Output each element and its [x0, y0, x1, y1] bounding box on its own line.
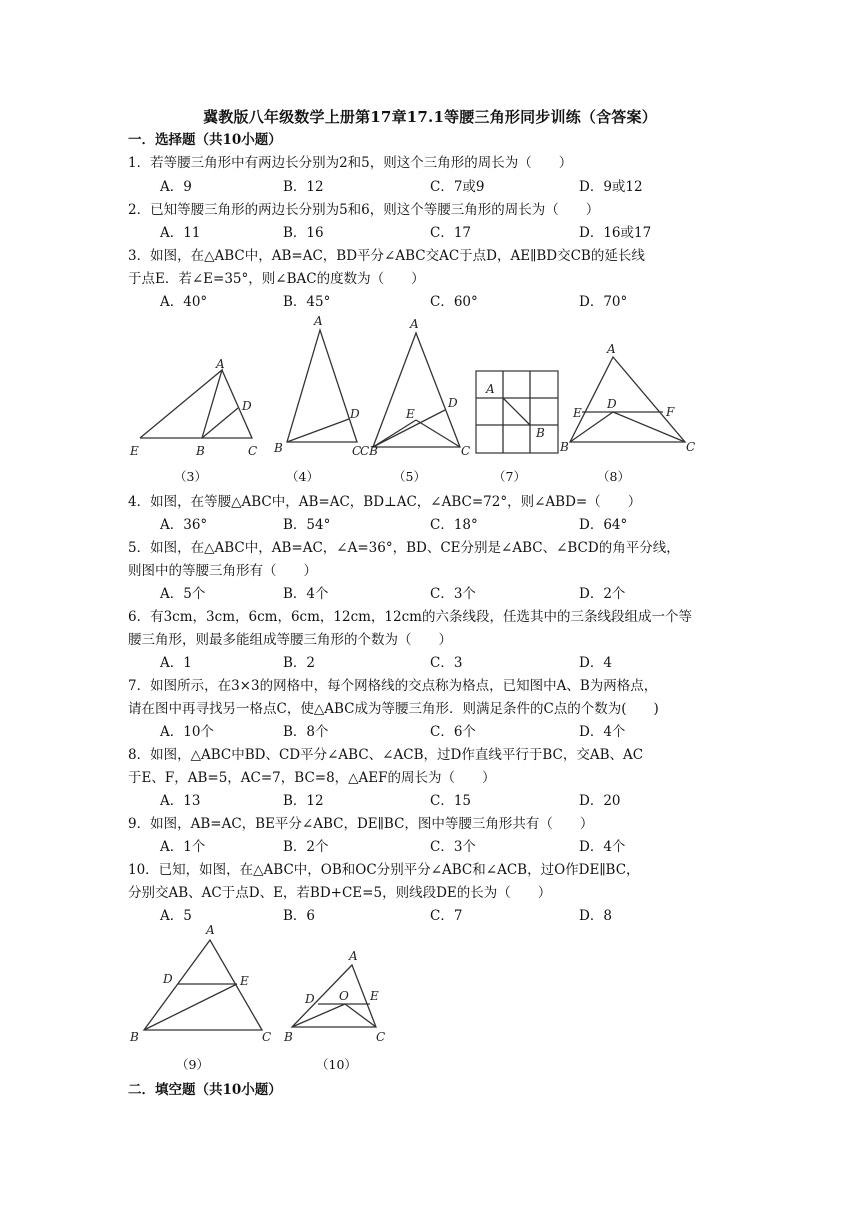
question-7-text: 7．如图所示，在3×3的网格中，每个网格线的交点称为格点，已知图中A、B为两格点，	[128, 678, 658, 694]
question-8-text-cont: 于E、F，AB=5，AC=7，BC=8，△AEF的周长为（ ）	[128, 770, 496, 786]
svg-text:E: E	[130, 444, 139, 458]
option-b[interactable]: B．54°	[283, 517, 331, 533]
option-a[interactable]: A．40°	[160, 294, 208, 310]
option-a[interactable]: A．5个	[160, 586, 206, 602]
question-6-text: 6．有3cm，3cm，6cm，6cm，12cm，12cm的六条线段，任选其中的三条线段组成一个等	[128, 609, 692, 625]
option-c[interactable]: C．6个	[430, 724, 476, 740]
figure-3-caption: （3）	[174, 469, 207, 484]
question-6-text-cont: 腰三角形，则最多能组成等腰三角形的个数为（ ）	[128, 632, 452, 648]
section-heading-fill: 二．填空题（共10小题）	[128, 1082, 282, 1098]
svg-text:CB: CB	[360, 444, 378, 458]
question-10-options	[160, 904, 720, 922]
option-c[interactable]: C．3	[430, 655, 463, 671]
option-b[interactable]: B．45°	[283, 294, 331, 310]
svg-text:B: B	[284, 1030, 293, 1044]
question-3-text-cont: 于点E．若∠E=35°，则∠BAC的度数为（ ）	[128, 271, 425, 287]
option-d[interactable]: D．20	[579, 793, 621, 809]
svg-text:B: B	[196, 444, 205, 458]
question-1-text: 1．若等腰三角形中有两边长分别为2和5，则这个三角形的周长为（ ）	[128, 155, 573, 171]
option-c[interactable]: C．3个	[430, 839, 476, 855]
svg-text:D: D	[242, 399, 252, 413]
figure-5-caption: （5）	[393, 469, 426, 484]
svg-text:O: O	[339, 989, 349, 1003]
option-d[interactable]: D．2个	[579, 586, 626, 602]
svg-text:D: D	[607, 397, 617, 411]
option-c[interactable]: C．15	[430, 793, 472, 809]
figure-9-caption: （9）	[176, 1057, 209, 1072]
question-3-text: 3．如图，在△ABC中，AB=AC，BD平分∠ABC交AC于点D，AE∥BD交CB的延长线	[128, 248, 645, 264]
svg-text:D: D	[350, 407, 360, 421]
svg-text:C: C	[376, 1030, 386, 1044]
option-b[interactable]: B．2	[283, 655, 316, 671]
figure-8-caption: （8）	[597, 469, 630, 484]
figure-3-diagram	[129, 357, 257, 458]
figure-7-grid	[476, 371, 558, 453]
svg-text:A: A	[410, 317, 419, 331]
figure-4-diagram	[273, 314, 361, 458]
question-6-options	[160, 651, 720, 669]
option-d[interactable]: D．4个	[579, 839, 626, 855]
question-8-text: 8．如图，△ABC中BD、CD平分∠ABC、∠ACB，过D作直线平行于BC，交AB、AC	[128, 747, 644, 763]
option-c[interactable]: C．17	[430, 225, 472, 241]
svg-text:F: F	[666, 405, 675, 419]
option-b[interactable]: B．16	[283, 225, 324, 241]
question-4-text: 4．如图，在等腰△ABC中，AB=AC，BD⊥AC，∠ABC=72°，则∠ABD=（ ）	[128, 494, 642, 510]
svg-text:E: E	[573, 406, 582, 420]
svg-text:D: D	[305, 992, 315, 1006]
option-d[interactable]: D．16或17	[579, 225, 652, 241]
option-a[interactable]: A．36°	[160, 517, 208, 533]
option-c[interactable]: C．7或9	[430, 179, 485, 195]
svg-text:C: C	[461, 444, 471, 458]
option-b[interactable]: B．12	[283, 179, 324, 195]
svg-text:C: C	[262, 1030, 272, 1044]
option-d[interactable]: D．64°	[579, 517, 628, 533]
option-a[interactable]: A．10个	[160, 724, 214, 740]
question-5-text: 5．如图，在△ABC中，AB=AC，∠A=36°，BD、CE分别是∠ABC、∠BCD的角平分线，	[128, 540, 680, 556]
option-a[interactable]: A．11	[160, 225, 201, 241]
option-c[interactable]: C．3个	[430, 586, 476, 602]
svg-text:B: B	[536, 426, 545, 440]
svg-text:C: C	[686, 440, 696, 454]
option-d[interactable]: D．4	[579, 655, 612, 671]
svg-text:E: E	[240, 974, 249, 988]
option-b[interactable]: B．8个	[283, 724, 329, 740]
svg-text:B: B	[560, 440, 569, 454]
svg-text:C: C	[352, 444, 362, 458]
svg-text:E: E	[406, 407, 415, 421]
option-a[interactable]: A．9	[160, 179, 192, 195]
option-d[interactable]: D．8	[579, 908, 612, 924]
question-7-options	[160, 720, 720, 738]
svg-text:E: E	[370, 989, 379, 1003]
svg-text:A: A	[206, 923, 215, 937]
option-b[interactable]: B．2个	[283, 839, 329, 855]
option-b[interactable]: B．4个	[283, 586, 329, 602]
svg-text:A: A	[314, 314, 323, 328]
question-4-options	[160, 513, 720, 531]
figure-10-caption: （10）	[316, 1057, 357, 1072]
question-9-options	[160, 835, 720, 853]
figure-10-diagram	[283, 949, 385, 1044]
option-a[interactable]: A．1	[160, 655, 192, 671]
page-title: 冀教版八年级数学上册第17章17.1等腰三角形同步训练（含答案）	[203, 108, 657, 126]
option-a[interactable]: A．1个	[160, 839, 206, 855]
figure-7-caption: （7）	[493, 469, 526, 484]
svg-text:A: A	[607, 342, 616, 356]
option-b[interactable]: B．12	[283, 793, 324, 809]
option-a[interactable]: A．5	[160, 908, 192, 924]
svg-text:B: B	[274, 441, 283, 455]
svg-text:D: D	[448, 396, 458, 410]
option-c[interactable]: C．60°	[430, 294, 478, 310]
question-10-text-cont: 分别交AB、AC于点D、E，若BD+CE=5，则线段DE的长为（ ）	[128, 885, 552, 901]
svg-text:C: C	[248, 444, 258, 458]
question-7-text-cont: 请在图中再寻找另一格点C，使△ABC成为等腰三角形．则满足条件的C点的个数为( )	[128, 701, 659, 717]
option-b[interactable]: B．6	[283, 908, 316, 924]
option-a[interactable]: A．13	[160, 793, 201, 809]
section-heading-choice: 一．选择题（共10小题）	[128, 132, 282, 148]
svg-text:A: A	[216, 357, 225, 371]
option-d[interactable]: D．9或12	[579, 179, 643, 195]
question-5-options	[160, 582, 720, 600]
svg-text:B: B	[130, 1030, 139, 1044]
question-8-options	[160, 789, 720, 807]
figure-9-diagram	[129, 923, 271, 1044]
svg-text:A: A	[486, 382, 495, 396]
question-5-text-cont: 则图中的等腰三角形有（ ）	[128, 563, 317, 579]
figure-4-caption: （4）	[286, 469, 319, 484]
option-d[interactable]: D．70°	[579, 294, 628, 310]
figure-8-diagram	[559, 342, 695, 454]
svg-text:D: D	[163, 972, 173, 986]
question-2-text: 2．已知等腰三角形的两边长分别为5和6，则这个等腰三角形的周长为（ ）	[128, 202, 600, 218]
option-d[interactable]: D．4个	[579, 724, 626, 740]
question-9-text: 9．如图，AB=AC，BE平分∠ABC，DE∥BC，图中等腰三角形共有（ ）	[128, 816, 594, 832]
svg-text:A: A	[349, 949, 358, 963]
figure-5-diagram	[360, 317, 470, 458]
option-c[interactable]: C．7	[430, 908, 463, 924]
option-c[interactable]: C．18°	[430, 517, 478, 533]
question-10-text: 10．已知，如图，在△ABC中，OB和OC分别平分∠ABC和∠ACB，过O作DE∥BC，	[128, 862, 640, 878]
